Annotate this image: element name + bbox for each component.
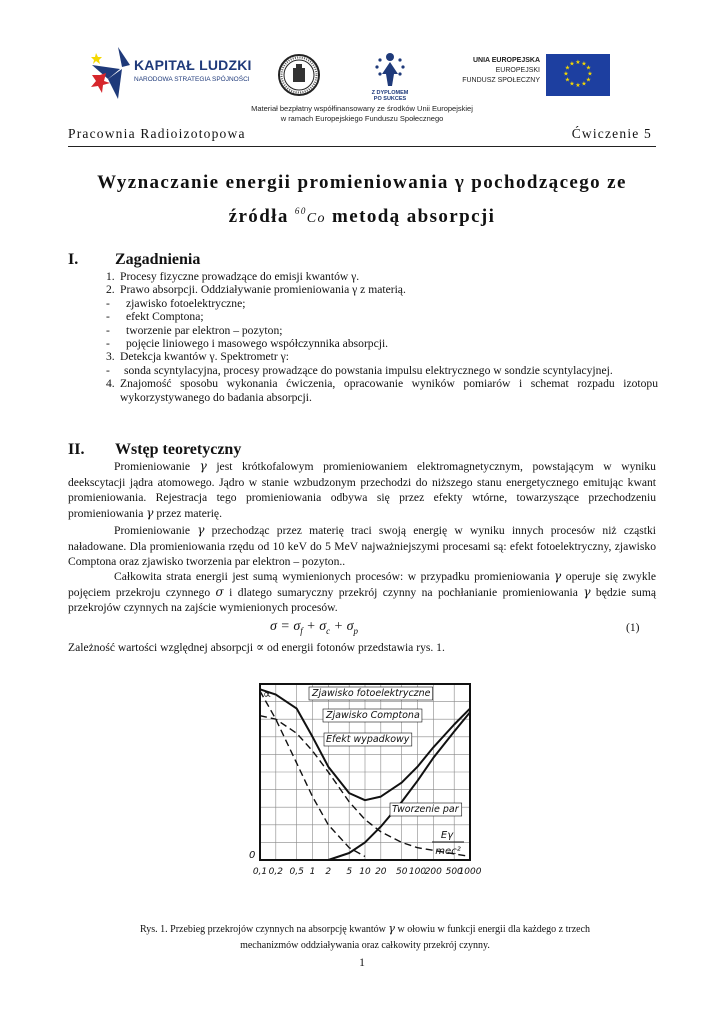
absorption-chart-svg (240, 680, 486, 886)
university-seal (278, 54, 320, 96)
eu-line1: UNIA EUROPEJSKA (472, 57, 540, 64)
title-zrodla: źródła (228, 206, 289, 227)
series-label-1: Zjawisko fotoelektryczne (312, 688, 431, 699)
x-tick-label: 0,5 (289, 867, 304, 877)
gamma-symbol: γ (583, 584, 591, 599)
p3-text-c: i dlatego sumaryczny przekrój czynny na pochłanianie promieniowania (229, 585, 578, 599)
figure-reference-sentence (68, 640, 445, 654)
svg-text:★: ★ (581, 60, 587, 68)
header-divider (68, 146, 656, 147)
x-tick-label: 1000 (458, 867, 482, 877)
intro-paragraph-2 (68, 523, 656, 570)
caption-text-a: Rys. 1. Przebieg przekrojów czynnych na absorpcję kwantów (139, 924, 386, 935)
cross-section-formula (270, 619, 358, 636)
list-marker: - (106, 310, 110, 324)
funding-line2: w ramach Europejskiego Funduszu Społecznego (280, 114, 444, 123)
svg-text:★: ★ (569, 80, 575, 88)
formula-sub-f: f (300, 625, 303, 636)
section2-number: II. (68, 441, 85, 458)
funding-line1: Materiał bezpłatny współfinansowany ze środków Unii Europejskiej (251, 104, 473, 113)
svg-text:★: ★ (587, 70, 593, 78)
zal-text-b: od energii fotonów przedstawia rys. 1. (267, 641, 445, 654)
svg-text:★: ★ (564, 64, 571, 72)
equation-number: (1) (626, 621, 640, 634)
page-number: 1 (359, 956, 365, 969)
x-tick-label: 20 (375, 867, 387, 877)
y-axis-label: ∝ (263, 687, 272, 701)
x-tick-label: 50 (395, 867, 408, 877)
dyplom-figure-icon (368, 50, 412, 90)
x-tick-label: 1 (309, 867, 316, 877)
list-item-text: efekt Comptona; (126, 310, 204, 324)
svg-text:★: ★ (569, 60, 575, 68)
y-axis-zero-label: 0 (249, 850, 256, 861)
list-marker: 4. (106, 377, 115, 391)
list-item (68, 377, 658, 404)
zagadnienia-list (68, 270, 658, 404)
kapital-ludzki-logo (88, 45, 258, 103)
list-item (68, 337, 658, 350)
caption-line2: mechanizmów oddziaływania oraz całkowity przekrój czynny. (240, 940, 490, 951)
list-item-text: Detekcja kwantów γ. Spektrometr γ: (120, 350, 289, 364)
eu-flag-icon (546, 54, 610, 96)
gamma-symbol: γ (199, 459, 207, 473)
list-marker: 1. (106, 270, 115, 283)
list-item-text: pojęcie liniowego i masowego współczynnika absorpcji. (126, 337, 389, 351)
dyplom-text (368, 90, 412, 102)
eu-line2: EUROPEJSKI (495, 67, 540, 74)
x-tick-label: 100 (408, 867, 427, 877)
p2-text-b: przechodząc przez materię traci swoją energię w wyniku innych procesów niż cząstki naładowane. Dla promieniowania rzędu od 10 keV do 5 MeV najważniejszymi procesami są: efekt fotoelektryczny, zjawisko Comptona oraz zjawisko tworzenia par elektron – pozyton.. (68, 524, 656, 568)
section1-heading: Zagadnienia (115, 251, 201, 268)
svg-text:★: ★ (563, 70, 569, 78)
svg-text:★: ★ (575, 82, 581, 89)
x-tick-label: 10 (359, 867, 371, 877)
x-tick-label: 0,1 (252, 867, 268, 877)
eu-text (462, 56, 540, 86)
svg-text:★: ★ (581, 80, 587, 88)
list-item-text: Znajomość sposobu wykonania ćwiczenia, opracowanie wyników pomiarów i schemat rozpadu izotopu wykorzystywanego do badania absorpcji. (120, 377, 658, 404)
funding-note (150, 104, 574, 124)
exercise-number: Ćwiczenie 5 (571, 126, 652, 141)
formula-sub-p: p (353, 625, 358, 636)
series-label-4: Tworzenie par (392, 804, 459, 815)
title-metoda: metodą absorpcji (332, 206, 496, 227)
isotope-symbol: Co (306, 211, 326, 226)
svg-text:★: ★ (585, 64, 592, 72)
formula-term-c: + σ (302, 619, 327, 634)
caption-text-b: w ołowiu w funkcji energii dla każdego z trzech (397, 924, 591, 935)
list-marker: - (106, 337, 110, 351)
list-item-text: zjawisko fotoelektryczne; (126, 296, 246, 310)
p1-text-b: jest krótkofalowym promieniowaniem elektromagnetycznym, powstającym w wyniku deekscytacji jądra atomowego. Jądro w stanie wzbudzonym przechodzi do niższego stanu energetycznego emitując kwant promieniowania. Rejestracja tego promieniowania odbywa się przez efekty wtórne, towarzyszące przechodzeniu promieniowania (68, 460, 656, 520)
document-title-line1: Wyznaczanie energii promieniowania γ pochodzącego ze (97, 172, 627, 193)
gamma-symbol: γ (554, 569, 562, 583)
dyplom-line2: PO SUKCES (373, 96, 407, 102)
alpha-symbol: ∝ (256, 640, 265, 654)
figure-caption (110, 921, 620, 954)
p2-text-a: Promieniowanie (114, 524, 190, 537)
list-item-text: tworzenie par elektron – pozyton; (126, 323, 283, 337)
x-tick-label: 200 (424, 867, 442, 877)
zal-text-a: Zależność wartości względnej absorpcji (68, 641, 254, 654)
formula-sub-c: c (326, 625, 331, 636)
list-marker: - (106, 363, 110, 377)
absorption-chart (240, 680, 486, 886)
formula-lhs: σ = σ (270, 619, 301, 634)
x-tick-label: 5 (346, 867, 353, 877)
list-item (68, 310, 658, 323)
list-marker: - (106, 296, 110, 310)
list-marker: - (106, 323, 110, 337)
list-marker: 3. (106, 350, 115, 364)
p3-text-d: będzie sumą przekrojów czynnych na zajście wymienionych procesów. (68, 585, 657, 614)
lab-name: Pracownia Radioizotopowa (68, 126, 246, 141)
p1-text-c: przez materię. (156, 506, 222, 520)
list-item (68, 324, 658, 337)
dyplom-logo (368, 50, 412, 104)
x-tick-label: 2 (325, 867, 332, 877)
kapital-ludzki-emblem-icon (88, 45, 132, 101)
list-item-text: sonda scyntylacyjna, procesy prowadzące do powstania impulsu elektrycznego w sondzie scyntylacyjnej. (124, 363, 613, 377)
svg-text:★: ★ (564, 76, 571, 84)
p1-text-a: Promieniowanie (114, 460, 190, 473)
x-tick-label: 500 (445, 867, 463, 877)
intro-paragraph-1 (68, 459, 656, 521)
svg-text:★: ★ (575, 59, 581, 66)
document-title-line2 (68, 206, 656, 228)
gamma-symbol: γ (146, 505, 154, 520)
list-item (68, 270, 658, 283)
p3-text-a: Całkowita strata energii jest sumą wymienionych procesów: w przypadku promieniowania (114, 570, 550, 583)
gamma-symbol: γ (388, 922, 395, 935)
kapital-ludzki-subtitle: NARODOWA STRATEGIA SPÓJNOŚCI (134, 76, 250, 83)
x-tick-label: 0,2 (268, 867, 283, 877)
eu-line3: FUNDUSZ SPOŁECZNY (462, 77, 540, 84)
section2-heading: Wstęp teoretyczny (115, 441, 242, 458)
section1-number: I. (68, 251, 79, 268)
sigma-symbol: σ (215, 584, 224, 599)
list-item (68, 350, 658, 363)
series-label-3: Efekt wypadkowy (326, 734, 410, 745)
kapital-ludzki-title: KAPITAŁ LUDZKI (134, 57, 252, 73)
p3-text-b: operuje się zwykle pojęciem przekroju czynnego (68, 570, 657, 599)
gamma-symbol: γ (197, 523, 205, 537)
list-item (68, 283, 658, 296)
intro-paragraph-3 (68, 569, 656, 616)
svg-text:★: ★ (585, 76, 592, 84)
series-label-2: Zjawisko Comptona (326, 710, 420, 721)
list-item (68, 364, 658, 377)
formula-term-p: + σ (330, 619, 354, 634)
isotope-mass-number: 60 (294, 206, 307, 216)
x-axis-label-denominator: mec² (435, 846, 461, 857)
list-marker: 2. (106, 283, 115, 297)
university-seal-icon (278, 54, 320, 96)
list-item-text: Prawo absorpcji. Oddziaływanie promieniowania γ z materią. (120, 283, 406, 297)
list-item-text: Procesy fizyczne prowadzące do emisji kwantów γ. (120, 270, 360, 283)
dyplom-line1: Z DYPLOMEM (371, 90, 409, 96)
list-item (68, 297, 658, 310)
caption-line1 (110, 921, 620, 938)
x-axis-label-numerator: Eγ (440, 830, 454, 841)
eu-logo (432, 54, 612, 98)
